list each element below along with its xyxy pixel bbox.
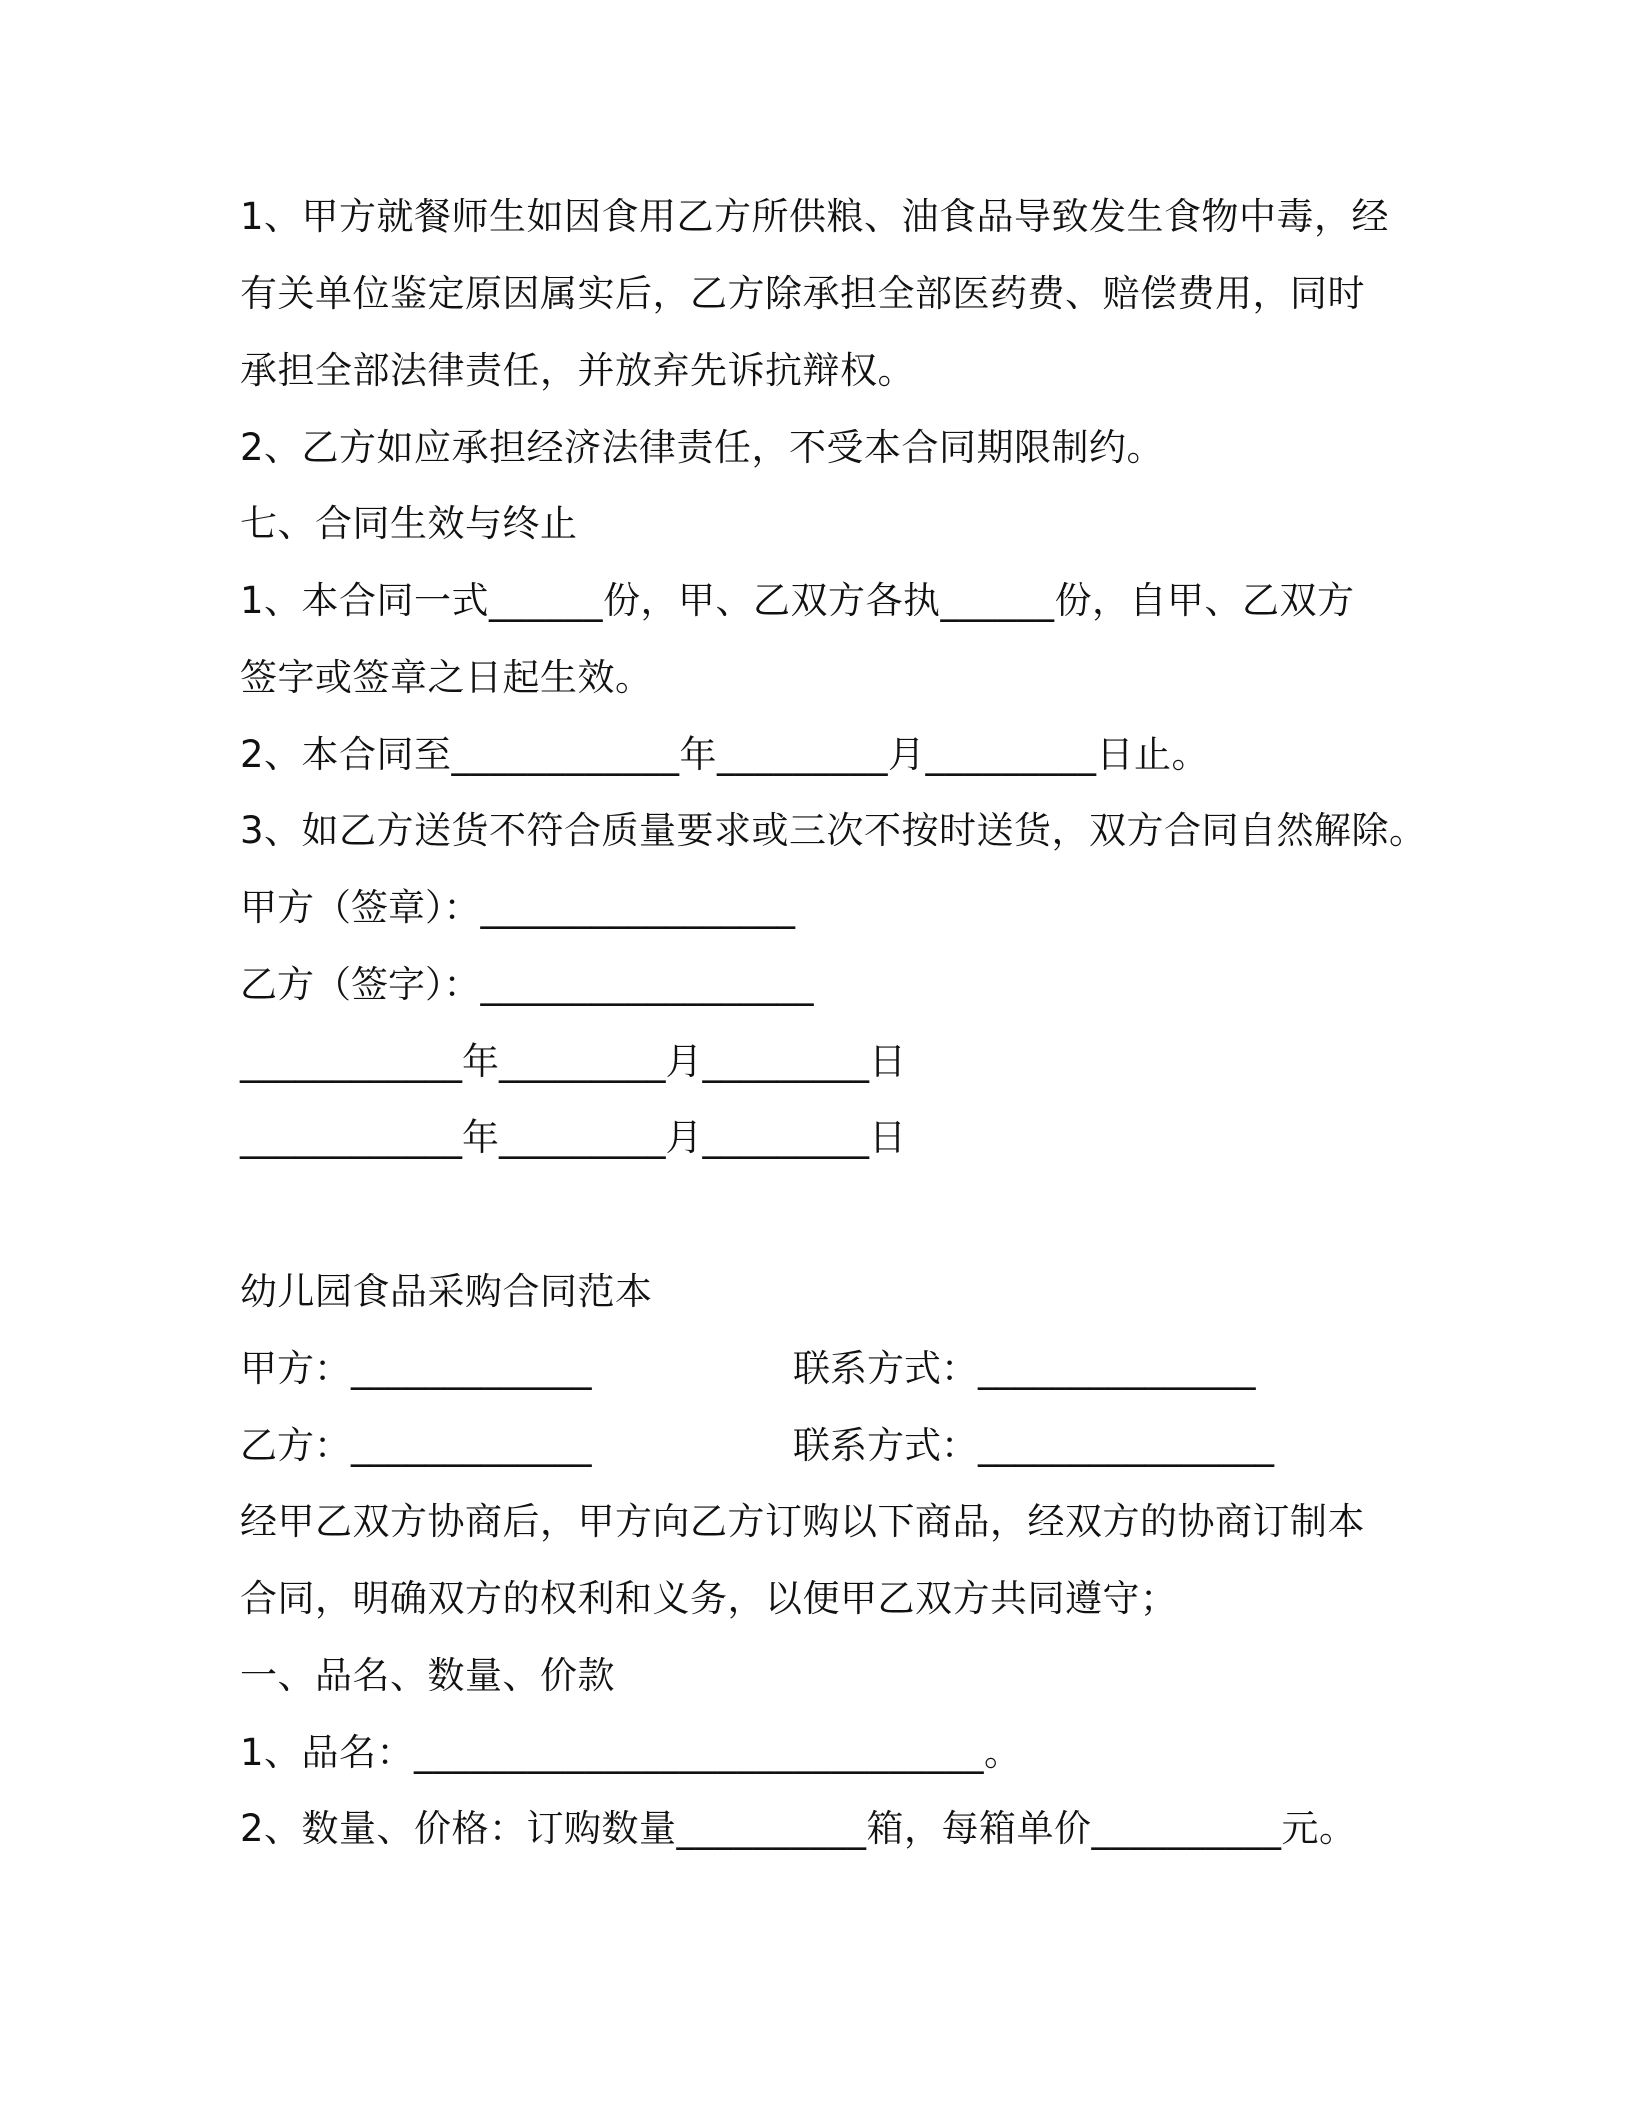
party-b-signature-line: 乙方（签字）：__________________ <box>240 963 814 1006</box>
contract-title: 幼儿园食品采购合同范本 <box>240 1270 653 1313</box>
intro-line1: 经甲乙双方协商后，甲方向乙方订购以下商品，经双方的协商订制本 <box>240 1500 1365 1543</box>
date-line-b: ____________年_________月_________日 <box>240 1116 906 1159</box>
effect-item1-line1: 1、本合同一式______份，甲、乙双方各执______份，自甲、乙双方 <box>240 579 1355 622</box>
party-a-field: 甲方：_____________ <box>240 1347 592 1390</box>
liability-item1-line3: 承担全部法律责任，并放弃先诉抗辩权。 <box>240 349 915 392</box>
liability-item2: 2、乙方如应承担经济法律责任，不受本合同期限制约。 <box>240 426 1165 469</box>
party-b-field: 乙方：_____________ <box>240 1424 592 1467</box>
party-a-contact-field: 联系方式：_______________ <box>793 1347 1256 1390</box>
party-a-signature-line: 甲方（签章）：_________________ <box>240 886 795 929</box>
intro-line2: 合同，明确双方的权利和义务，以便甲乙双方共同遵守； <box>240 1577 1178 1620</box>
party-b-contact-field: 联系方式：________________ <box>793 1424 1274 1467</box>
product-name-item: 1、品名：______________________________。 <box>240 1731 1022 1774</box>
quantity-price-item: 2、数量、价格：订购数量__________箱，每箱单价__________元。 <box>240 1807 1357 1850</box>
liability-item1-line2: 有关单位鉴定原因属实后，乙方除承担全部医药费、赔偿费用，同时 <box>240 272 1365 315</box>
section-heading-product: 一、品名、数量、价款 <box>240 1654 615 1697</box>
section-heading-effect: 七、合同生效与终止 <box>240 502 578 545</box>
effect-item1-line2: 签字或签章之日起生效。 <box>240 656 653 699</box>
liability-item1-line1: 1、甲方就餐师生如因食用乙方所供粮、油食品导致发生食物中毒，经 <box>240 195 1390 238</box>
date-line-a: ____________年_________月_________日 <box>240 1040 906 1083</box>
effect-item3: 3、如乙方送货不符合质量要求或三次不按时送货，双方合同自然解除。 <box>240 809 1427 852</box>
effect-item2: 2、本合同至____________年_________月_________日止。 <box>240 733 1210 776</box>
